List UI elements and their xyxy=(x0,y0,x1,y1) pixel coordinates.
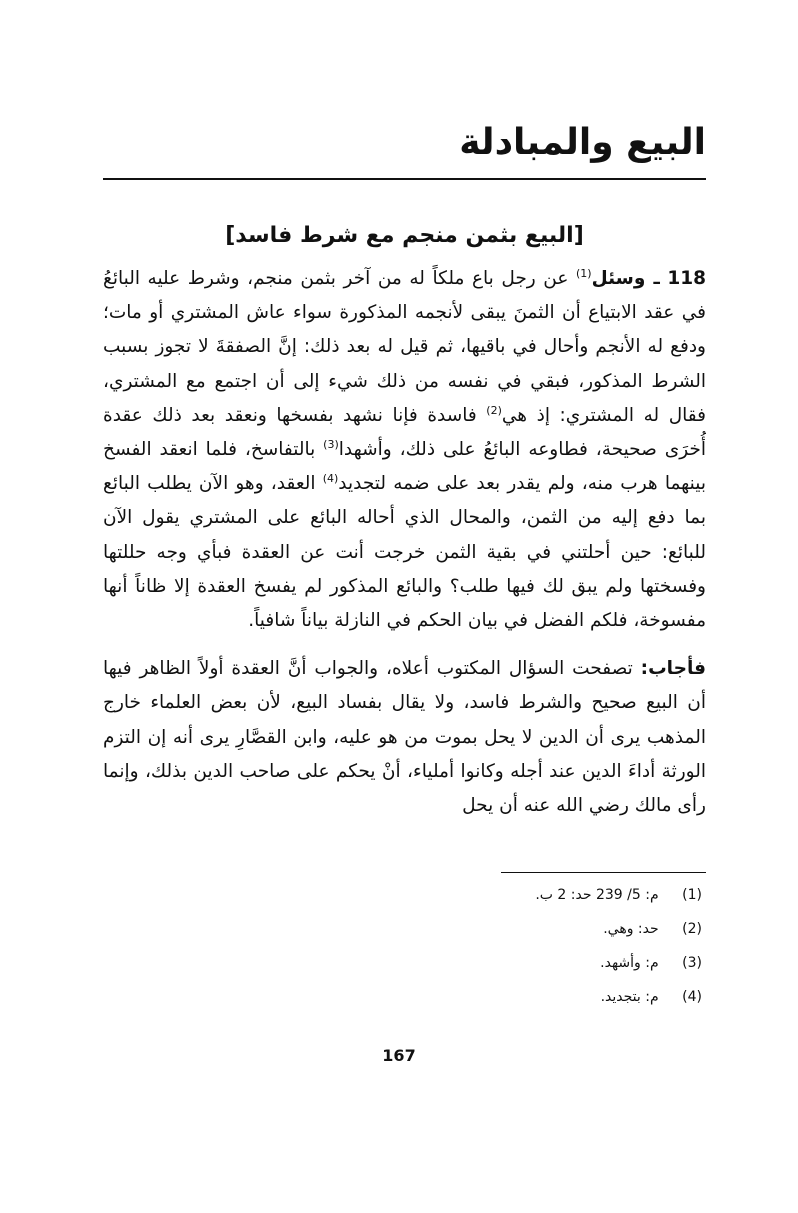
footnote-text: م: 5/ 239 حد: 2 ب. xyxy=(535,887,659,903)
footnote-number: (4) xyxy=(682,989,702,1005)
header-rule xyxy=(103,178,706,180)
footnotes xyxy=(300,878,702,1014)
question-text-4: العقد، وهو الآن يطلب البائع بما دفع إليه من الثمن، والمحال الذي أحاله البائع على المشتري يقول الآن للبائع: حين أحلتني في بقية الثمن خرجت أنت عن العقدة فبأي وجه حللتها وفسختها ولم يبق لك فيها طلب؟ والبائع المذكور لم يفسخ العقدة إلا ظاناً أنها مفسوخة، فلكم الفضل في بيان الحكم في النازلة بياناً شافياً. xyxy=(103,473,706,632)
footnote-ref-1: (1) xyxy=(575,266,592,280)
footnote-ref-2: (2) xyxy=(486,403,502,417)
footnote xyxy=(300,946,702,980)
question-paragraph xyxy=(103,262,706,638)
body-text xyxy=(103,262,706,823)
answer-label: فأجاب: xyxy=(640,658,706,680)
footnote-number: (1) xyxy=(682,887,702,903)
question-text-2: فاسدة فإنا نشهد بفسخها ونعقد بعد ذلك عقدة أُخرَى صحيحة، فطاوعه البائعُ على ذلك، وأشهدا xyxy=(103,404,706,461)
section-heading: [البيع بثمن منجم مع شرط فاسد] xyxy=(225,223,584,248)
footnote-text: حد: وهي. xyxy=(603,921,659,937)
answer-text: تصفحت السؤال المكتوب أعلاه، والجواب أنَّ العقدة أولاً الظاهر فيها أن البيع صحيح والشرط فاسد، ولا يقال بفساد البيع، لأن بعض العلماء خارج المذهب يرى أن الدين لا يحل بموت من هو عليه، وابن القصَّارِ يرى أنه إن التزم الورثة أداءَ الدين عند أجله وكانوا أملياء، أنْ يحكم على صاحب الدين بذلك، وإنما رأى مالك رضي الله عنه أن يحل xyxy=(103,658,706,817)
question-label: ـ وسئل xyxy=(591,268,660,289)
question-text-1: عن رجل باع ملكاً له من آخر بثمن منجم، وشرط عليه البائعُ في عقد الابتياع أن الثمنَ يبقى لأنجمه المذكورة سواء عاش المشتري أو مات؛ ودفع له الأنجم وأحال في باقيها، ثم قيل له بعد ذلك: إنَّ الصفقةَ لا تجوز بسبب الشرط المذكور، فبقي في نفسه من ذلك شيء إلى أن اجتمع مع المشتري، فقال له المشتري: إذ هي xyxy=(103,268,706,426)
footnote-ref-3: (3) xyxy=(323,437,339,451)
footnote-text: م: بتجديد. xyxy=(600,989,659,1005)
footnote-number: (3) xyxy=(682,955,702,971)
footnote-number: (2) xyxy=(682,921,702,937)
footnote xyxy=(300,980,702,1014)
answer-paragraph xyxy=(103,652,706,823)
footnote xyxy=(300,912,702,946)
question-text-3: بالتفاسخ، فلما انعقد الفسخ بينهما هرب منه، ولم يقدر بعد على ضمه لتجديد xyxy=(103,439,707,495)
footnote-rule xyxy=(501,872,706,873)
question-number: 118 xyxy=(667,268,706,289)
chapter-title: البيع والمبادلة xyxy=(459,122,706,163)
footnote xyxy=(300,878,702,912)
footnote-ref-4: (4) xyxy=(322,472,339,486)
footnote-text: م: وأشهد. xyxy=(600,955,659,971)
page-number: 167 xyxy=(382,1046,416,1065)
